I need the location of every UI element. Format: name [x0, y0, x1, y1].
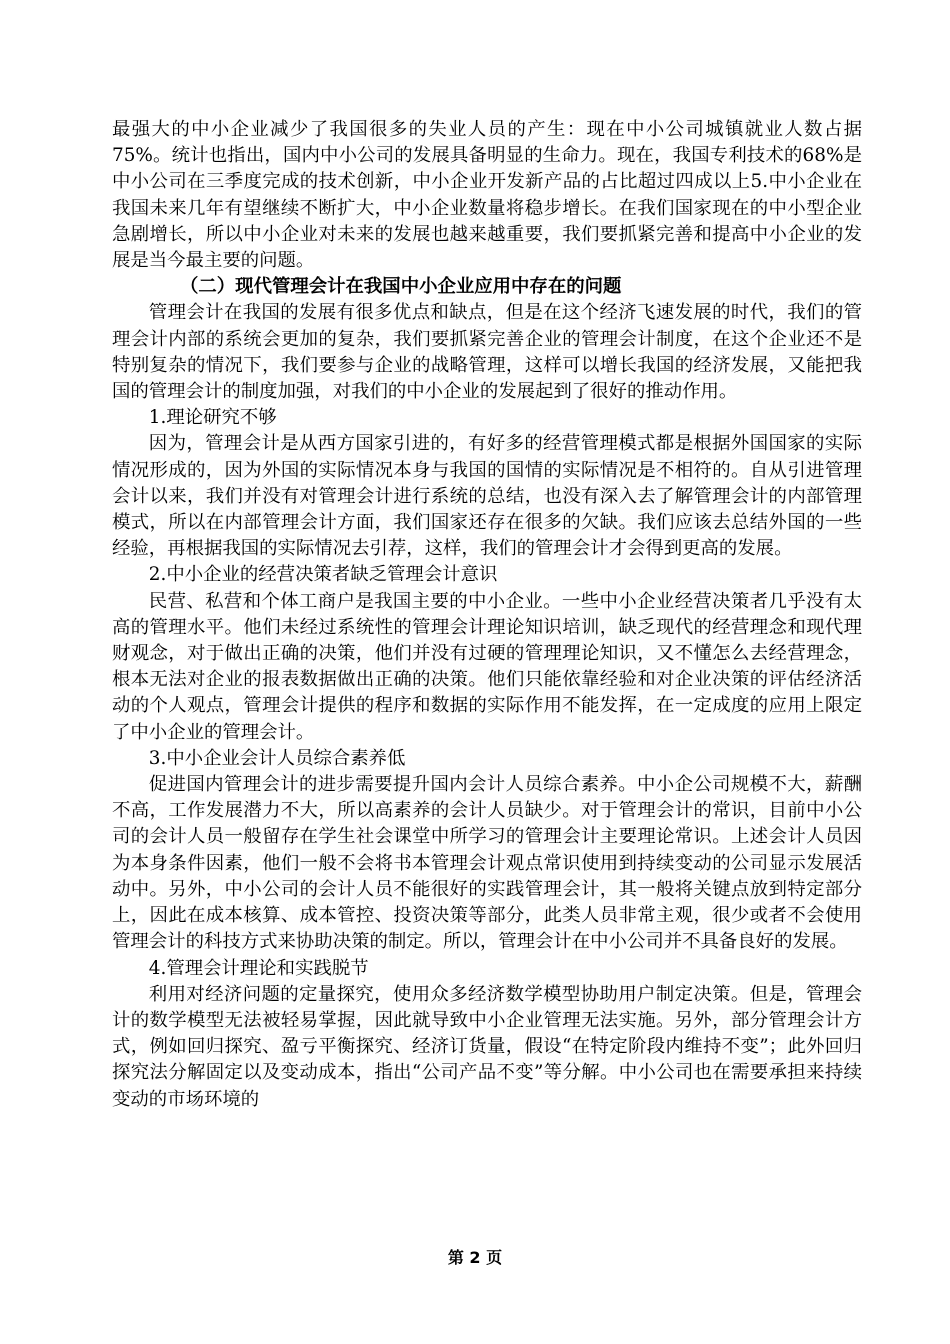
section-title: （二）现代管理会计在我国中小企业应用中存在的问题: [180, 276, 622, 298]
paragraph-intro: 管理会计在我国的发展有很多优点和缺点，但是在这个经济飞速发展的时代，我们的管理会计内部的系统会更加的复杂，我们要抓紧完善企业的管理会计制度，在这个企业还不是特别复杂的情况下，我们要参与企业的战略管理，这样可以增长我国的经济发展，又能把我国的管理会计的制度加强，对我们的中小企业的发展起到了很好的推动作用。: [112, 302, 862, 403]
paragraph-3: 促进国内管理会计的进步需要提升国内会计人员综合素养。中小企公司规模不大，薪酬不高，工作发展潜力不大，所以高素养的会计人员缺少。对于管理会计的常识，目前中小公司的会计人员一般留存在学生社会课堂中所学习的管理会计主要理论常识。上述会计人员因为本身条件因素，他们一般不会将书本管理会计观点常识使用到持续变动的公司显示发展活动中。另外，中小公司的会计人员不能很好的实践管理会计，其一般将关键点放到特定部分上，因此在成本核算、成本管控、投资决策等部分，此类人员非常主观，很少或者不会使用管理会计的科技方式来协助决策的制定。所以，管理会计在中小公司并不具备良好的发展。: [112, 774, 862, 953]
subheading-1: 1.理论研究不够: [148, 407, 277, 429]
document-body: [112, 117, 862, 1113]
paragraph-2: 民营、私营和个体工商户是我国主要的中小企业。一些中小企业经营决策者几乎没有太高的管理水平。他们未经过系统性的管理会计理论知识培训，缺乏现代的经营理念和现代理财观念，对于做出正确的决策，他们并没有过硬的管理理论知识，又不懂怎么去经营理念，根本无法对企业的报表数据做出正确的决策。他们只能依靠经验和对企业决策的评估经济活动的个人观点，管理会计提供的程序和数据的实际作用不能发挥，在一定成度的应用上限定了中小企业的管理会计。: [112, 590, 862, 743]
paragraph-4: 利用对经济问题的定量探究，使用众多经济数学模型协助用户制定决策。但是，管理会计的数学模型无法被轻易掌握，因此就导致中小企业管理无法实施。另外，部分管理会计方式，例如回归探究、盈亏平衡探究、经济订货量，假设“在特定阶段内维持不变”；此外回归探究法分解固定以及变动成本，指出“公司产品不变”等分解。中小公司也在需要承担来持续变动的市场环境的: [112, 983, 862, 1110]
paragraph-continuation: 最强大的中小企业减少了我国很多的失业人员的产生：现在中小公司城镇就业人数占据75%。统计也指出，国内中小公司的发展具备明显的生命力。现在，我国专利技术的68%是中小公司在三季度完成的技术创新，中小企业开发新产品的占比超过四成以上5.中小企业在我国未来几年有望继续不断扩大，中小企业数量将稳步增长。在我们国家现在的中小型企业急剧增长，所以中小企业对未来的发展也越来越重要，我们要抓紧完善和提高中小企业的发展是当今最主要的问题。: [112, 119, 862, 272]
paragraph-1: 因为，管理会计是从西方国家引进的，有好多的经营管理模式都是根据外国国家的实际情况形成的，因为外国的实际情况本身与我国的国情的实际情况是不相符的。自从引进管理会计以来，我们并没有对管理会计进行系统的总结，也没有深入去了解管理会计的内部管理模式，所以在内部管理会计方面，我们国家还存在很多的欠缺。我们应该去总结外国的一些经验，再根据我国的实际情况去引荐，这样，我们的管理会计才会得到更高的发展。: [112, 433, 862, 560]
subheading-2: 2.中小企业的经营决策者缺乏管理会计意识: [148, 564, 498, 586]
page-number-footer: 第 2 页: [447, 1248, 503, 1267]
subheading-4: 4.管理会计理论和实践脱节: [148, 957, 369, 979]
subheading-3: 3.中小企业会计人员综合素养低: [148, 747, 406, 769]
